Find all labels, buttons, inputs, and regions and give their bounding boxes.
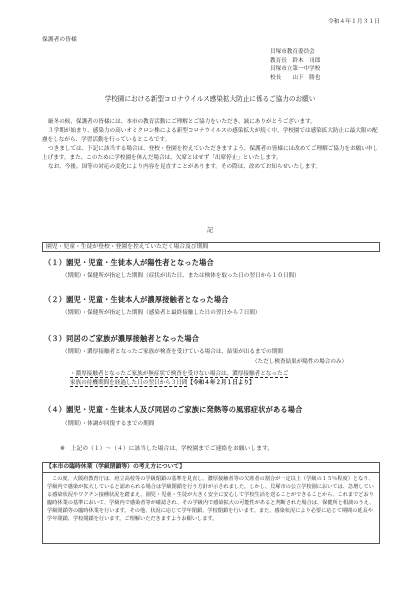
body-paragraph: なお、今後、国等の対応の変化により内容を見直すことがあります。その際は、改めてお知らせいたします。 — [48, 163, 322, 170]
sender-line: 貝塚市立第一中学校 — [270, 66, 321, 73]
case-3-condition: （ただし検査結果が陽性の場合のみ） — [252, 359, 348, 365]
sender-block — [270, 48, 380, 83]
case-4-title: （４）園児・児童・生徒本人及び同居のご家族に発熱等の風邪症状がある場合 — [44, 405, 303, 414]
case-1-title: （１）園児・児童・生徒本人が陽性者となった場合 — [44, 258, 214, 267]
sender-line: 校長 山下 勝也 — [270, 74, 321, 81]
case-2-period: （期間）・保健所が指定した期間（感染者と最終接触した日の翌日から７日間） — [62, 310, 261, 316]
body-paragraph: ３学期が始まり、感染力の高いオミクロン株による新型コロナウイルスの感染拡大が続く中、学校園では感染拡大防止に最大限の配慮をしながら、学習活動を行っているところです。 — [42, 127, 378, 143]
sender-line: 教育長 鈴木 司郎 — [270, 57, 321, 64]
case-1-period: （期間）・保健所が指定した期間（症状が出た日、または検体を取った日の翌日から１０日間） — [62, 273, 300, 279]
criteria-heading-box: 園児・児童・生徒が登校・登園を控えていただく場合及び期間 — [42, 242, 380, 252]
case-3-note-line: 家族の待機期間を経過した日の翌日から３日間 — [70, 379, 188, 386]
ki-heading: 記 — [206, 227, 213, 234]
policy-box — [42, 472, 380, 544]
case-3-period: （期間）・濃厚接触者となったご家族が検査を受けている場合は、結果が出るまでの期間 — [62, 349, 283, 355]
contact-footnote: ※ 上記の（１）～（４）に該当した場合は、学校園までご連絡をお願いします。 — [60, 446, 274, 452]
recipient: 保護者の皆様 — [42, 37, 77, 43]
case-2-title: （２）園児・児童・生徒本人が濃厚接触者となった場合 — [44, 295, 229, 304]
case-3-note — [70, 370, 288, 387]
letter-body — [42, 118, 380, 172]
case-3-note-line-2 — [70, 379, 288, 388]
case-3-note-line: ・濃厚接触者となったご家族が無症状で検査を受けない場合は、濃厚接触者となったご — [70, 371, 289, 377]
body-paragraph: つきましては、下記に該当する場合は、登校・登園を控えていただきますよう、保護者の皆様には改めてご理解ご協力をお願い申し上げます。また、このために学校園を休んだ場合は、欠席とはせず「出席停止」といたします。 — [42, 145, 379, 161]
letter-date: 令和４年１月３１日 — [327, 19, 380, 25]
effective-date-badge: 【令和４年２月１日より】 — [187, 379, 255, 386]
case-3-title: （３）同居のご家族が濃厚接触者となった場合 — [44, 334, 200, 343]
document-title: 学校園における新型コロナウイルス感染拡大防止に係るご協力のお願い — [104, 95, 316, 103]
sender-line: 貝塚市教育委員会 — [270, 49, 315, 55]
case-4-period: （期間）・体調が回復するまでの期間 — [62, 421, 155, 427]
policy-heading: 【本市の臨時休業（学級閉鎖等）の考え方について】 — [42, 462, 380, 472]
policy-paragraph: この度、大阪府教育庁は、府立高校等の学級閉鎖の基準を見直し、濃厚接触者等の欠席者の割合が一定以上（学級の１５％程度）となり、学級内で感染が拡大していると認められる場合は学級閉鎖を行う方針が示されました。しかし、貝塚市の公立学校園においては、急増している感染状況やワクチン接種状況を踏まえ、園児・児童・生徒が大きく安全に安心して学校生活を送ることができることから、これまでどおり臨時休業の基準において、学級内で感染者等が確認され、その学級内で感染拡大の可能性があると判断された場合は、保健所と相談のうえ、学級閉鎖等の臨時休業を行います。その他、状況に応じて学年閉鎖、学校閉鎖を行います。また、感染状況により必要に応じて期間の延長や学年閉鎖、学校閉鎖を行います。ご理解いただきますようお願いします。 — [47, 476, 375, 523]
body-paragraph: 厳冬の候、保護者の皆様には、本市の教育活動にご理解とご協力をいただき、誠にありがとうございます。 — [48, 119, 316, 125]
